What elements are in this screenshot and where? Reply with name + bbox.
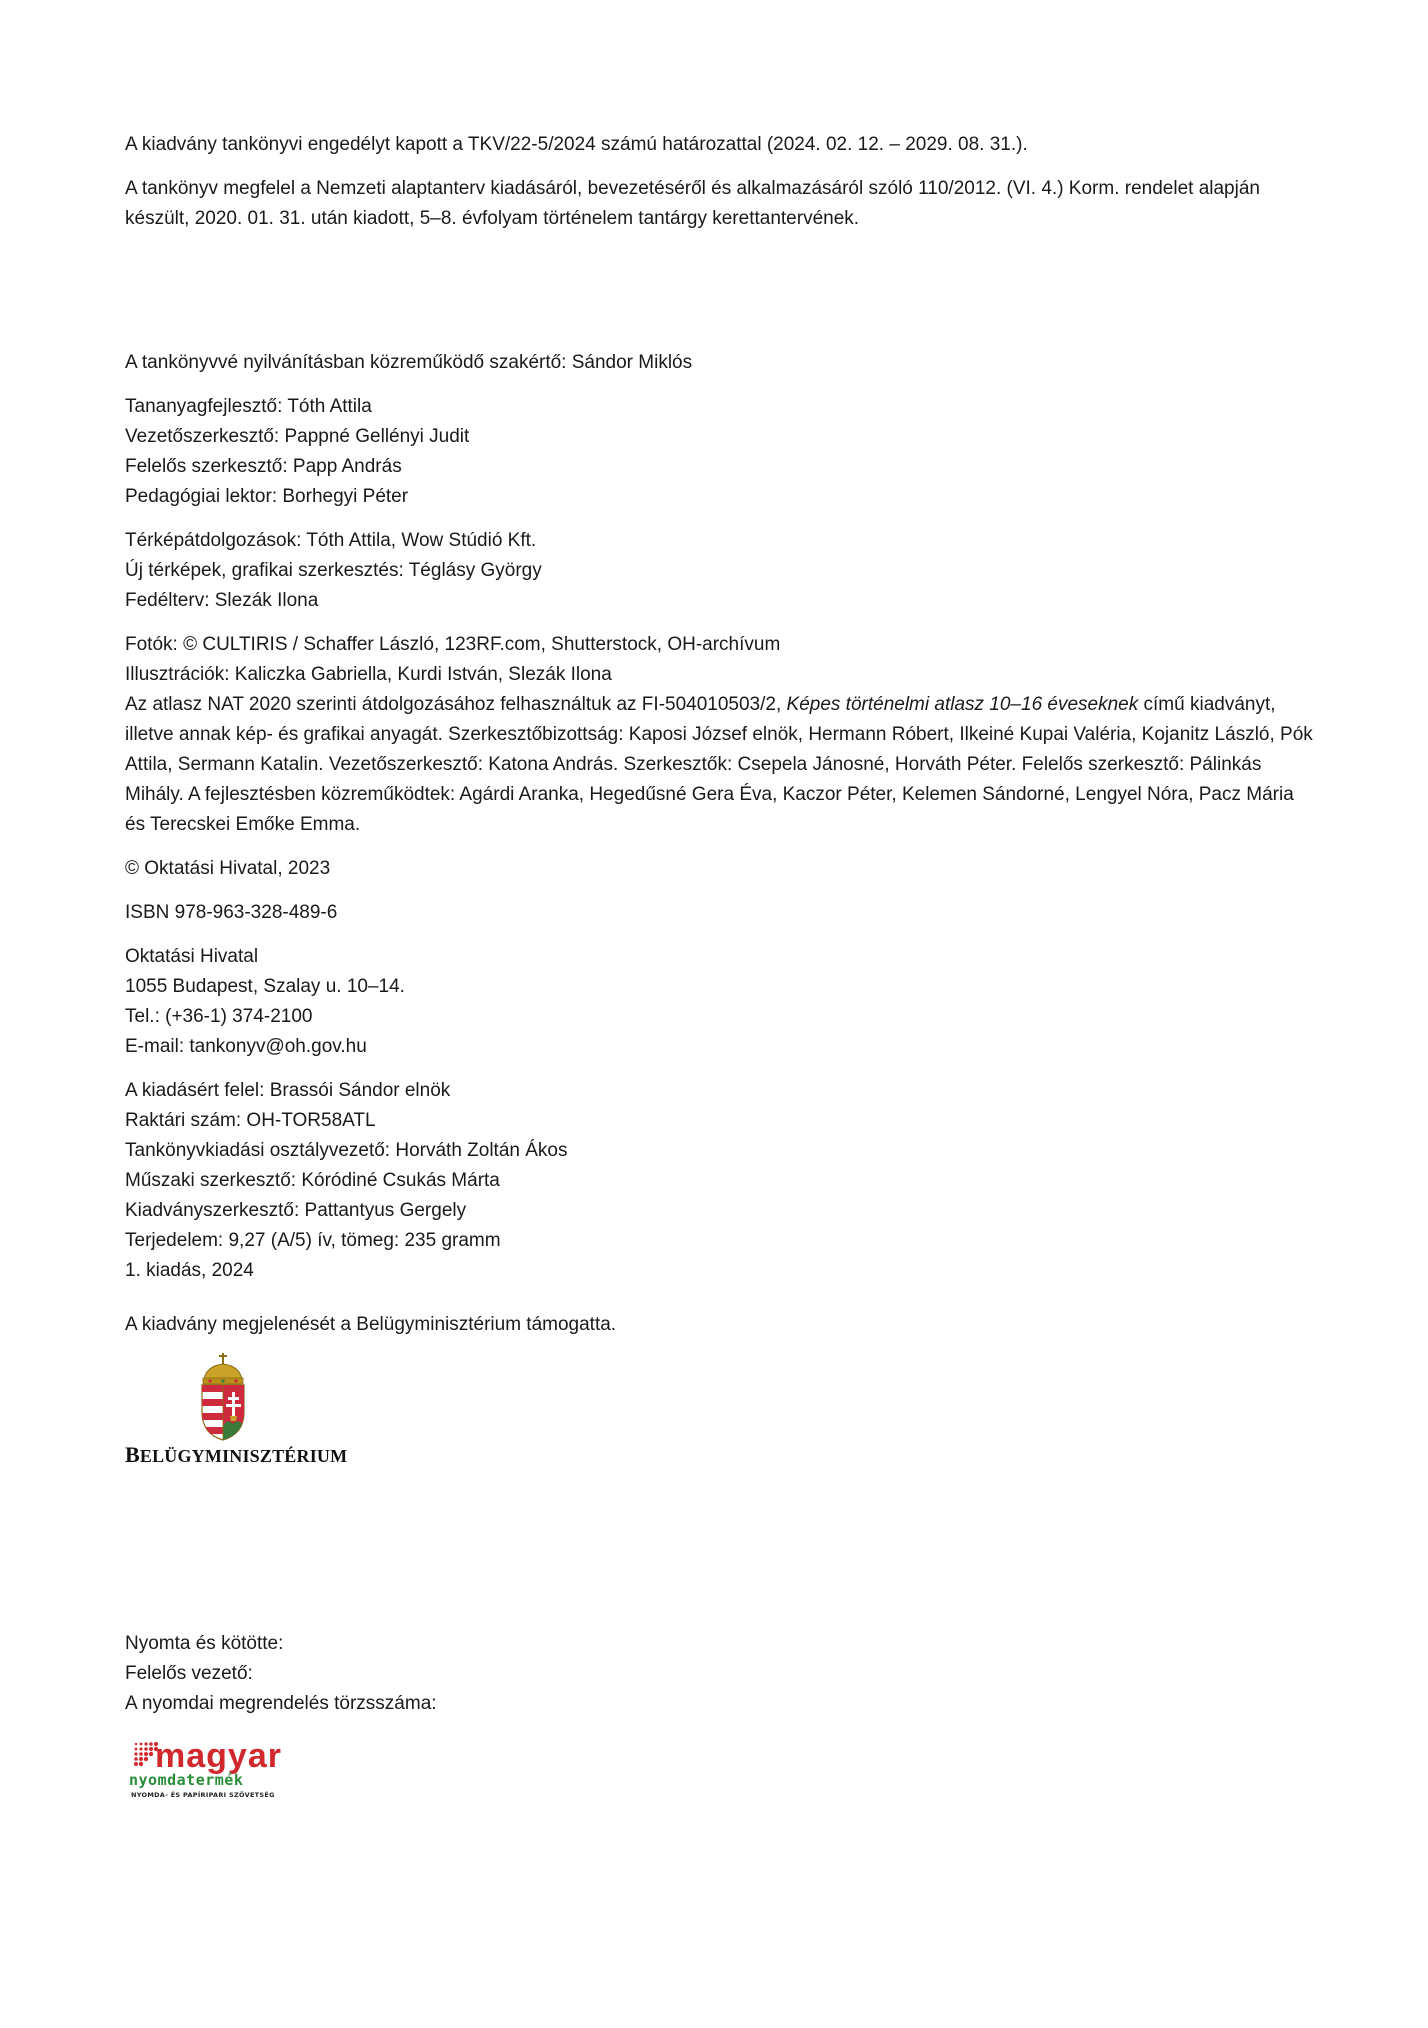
production-line: Terjedelem: 9,27 (A/5) ív, tömeg: 235 gramm xyxy=(125,1230,501,1251)
printing-line: Felelős vezető: xyxy=(125,1663,253,1684)
atlas-credit xyxy=(125,690,1315,840)
editor-line: Pedagógiai lektor: Borhegyi Péter xyxy=(125,486,409,507)
license-statement: A kiadvány tankönyvi engedélyt kapott a TKV/22-5/2024 számú határozattal (2024. 02. 12. – 2029. 08. 31.). xyxy=(125,134,1028,155)
publisher-name: Oktatási Hivatal xyxy=(125,946,259,967)
production-line: 1. kiadás, 2024 xyxy=(125,1260,254,1281)
expert-line: A tankönyvvé nyilvánításban közreműködő szakértő: Sándor Miklós xyxy=(125,352,693,373)
isbn: ISBN 978-963-328-489-6 xyxy=(125,902,338,923)
ministry-logo xyxy=(125,1350,348,1467)
support-statement: A kiadvány megjelenését a Belügyminisztérium támogatta. xyxy=(125,1314,617,1335)
editor-line: Felelős szerkesztő: Papp András xyxy=(125,456,402,477)
maps-line: Új térképek, grafikai szerkesztés: Téglásy György xyxy=(125,560,542,581)
maps-block xyxy=(125,526,1315,616)
printing-line: A nyomdai megrendelés törzsszáma: xyxy=(125,1693,437,1714)
production-line: A kiadásért felel: Brassói Sándor elnök xyxy=(125,1080,451,1101)
editors-block xyxy=(125,392,1315,512)
curriculum-statement: A tankönyv megfelel a Nemzeti alaptanterv kiadásáról, bevezetéséről és alkalmazásáról szóló 110/2012. (VI. 4.) Korm. rendelet alapján készült, 2020. 01. 31. után kiadott, 5–8. évfolyam történelem tantárgy kerettantervének. xyxy=(125,178,1260,229)
logo-association-name: NYOMDA- ÉS PAPÍRIPARI SZÖVETSÉG xyxy=(131,1791,275,1799)
printer-association-logo xyxy=(125,1739,325,1819)
logo-word-magyar: magyar xyxy=(155,1737,282,1775)
hungarian-coat-of-arms-icon xyxy=(198,1350,248,1442)
atlas-credit-rest: című kiadványt, illetve annak kép- és grafikai anyagát. Szerkesztőbizottság: Kaposi József elnök, Hermann Róbert, Ilkeiné Kupai Valéria, Kojanitz László, Pók Attila, Sermann Katalin. Vezetőszerkesztő: Katona András. Szerkesztők: Csepela Jánosné, Horváth Péter. Felelős szerkesztő: Pálinkás Mihály. A fejlesztésben közreműködtek: Agárdi Aranka, Hegedűsné Gera Éva, Kaczor Péter, Kelemen Sándorné, Lengyel Nóra, Pacz Mária és Terecskei Emőke Emma. xyxy=(125,694,1313,835)
atlas-credit-start: Az atlasz NAT 2020 szerinti átdolgozásához felhasználtuk az FI-504010503/2, xyxy=(125,694,787,715)
credits-block xyxy=(125,630,1315,840)
production-line: Raktári szám: OH-TOR58ATL xyxy=(125,1110,376,1131)
copyright: © Oktatási Hivatal, 2023 xyxy=(125,858,331,879)
production-line: Műszaki szerkesztő: Kóródiné Csukás Márta xyxy=(125,1170,500,1191)
ministry-name xyxy=(125,1442,348,1467)
printing-line: Nyomta és kötötte: xyxy=(125,1633,284,1654)
editor-line: Vezetőszerkesztő: Pappné Gellényi Judit xyxy=(125,426,470,447)
production-line: Kiadványszerkesztő: Pattantyus Gergely xyxy=(125,1200,467,1221)
ministry-name-initial: B xyxy=(125,1442,140,1467)
atlas-title: Képes történelmi atlasz 10–16 éveseknek xyxy=(786,694,1139,715)
logo-word-nyomdatermek: nyomdatermék xyxy=(129,1771,244,1789)
ministry-name-rest: ELÜGYMINISZTÉRIUM xyxy=(139,1446,348,1466)
printing-block xyxy=(125,1629,1315,1719)
publisher-block xyxy=(125,942,1315,1062)
maps-line: Fedélterv: Slezák Ilona xyxy=(125,590,319,611)
production-line: Tankönyvkiadási osztályvezető: Horváth Zoltán Ákos xyxy=(125,1140,568,1161)
publisher-phone: Tel.: (+36-1) 374-2100 xyxy=(125,1006,313,1027)
illustrations-credit: Illusztrációk: Kaliczka Gabriella, Kurdi István, Slezák Ilona xyxy=(125,664,612,685)
publisher-email: E-mail: tankonyv@oh.gov.hu xyxy=(125,1036,367,1057)
editor-line: Tananyagfejlesztő: Tóth Attila xyxy=(125,396,372,417)
colophon-page xyxy=(125,130,1315,1819)
production-block xyxy=(125,1076,1315,1286)
photos-credit: Fotók: © CULTIRIS / Schaffer László, 123RF.com, Shutterstock, OH-archívum xyxy=(125,634,781,655)
maps-line: Térképátdolgozások: Tóth Attila, Wow Stúdió Kft. xyxy=(125,530,537,551)
publisher-address: 1055 Budapest, Szalay u. 10–14. xyxy=(125,976,405,997)
